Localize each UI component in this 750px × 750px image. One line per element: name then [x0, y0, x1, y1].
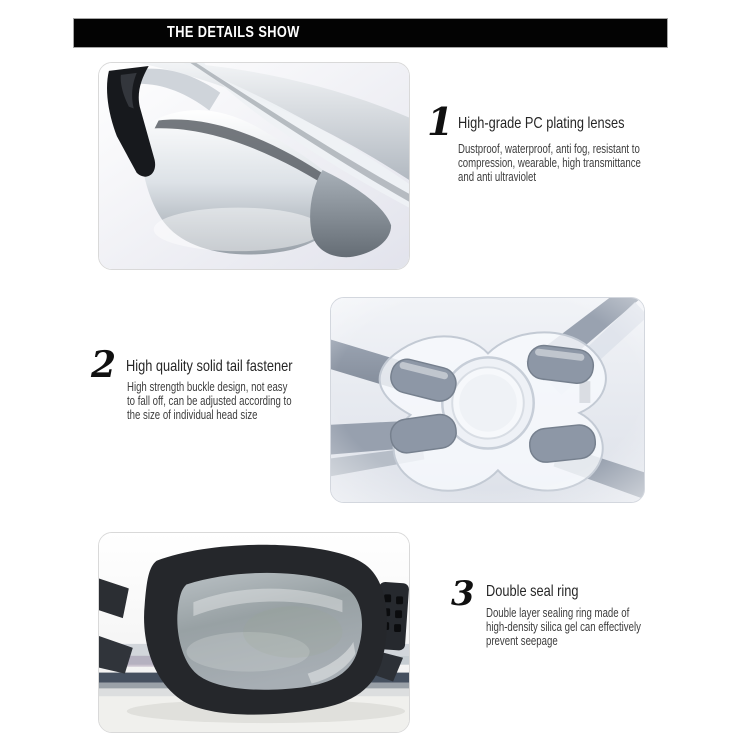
description-line: Double layer sealing ring made of: [486, 605, 630, 620]
tail-fastener-illustration: [331, 298, 644, 502]
description-line: compression, wearable, high transmittance: [458, 155, 641, 170]
description-line: the size of individual head size: [127, 407, 258, 422]
section-title-1: High-grade PC plating lenses: [458, 115, 625, 132]
description-line: Dustproof, waterproof, anti fog, resistant to: [458, 141, 640, 156]
lens-photo-card: [98, 62, 410, 270]
section-number-1: 1: [427, 99, 454, 144]
description-line: prevent seepage: [486, 633, 558, 648]
description-line: to fall off, can be adjusted according to: [127, 393, 292, 408]
section-number-3: 3: [451, 574, 475, 614]
description-line: High strength buckle design, not easy: [127, 379, 288, 394]
seal-ring-photo-card: [98, 532, 410, 733]
seal-ring-illustration: [99, 533, 409, 732]
section-description-1: [458, 142, 641, 184]
section-description-2: [127, 380, 292, 422]
fastener-photo-card: [330, 297, 645, 503]
section-description-3: [486, 606, 641, 648]
goggle-lens-plating-illustration: [99, 63, 409, 269]
description-line: high-density silica gel can effectively: [486, 619, 641, 634]
section-title-2: High quality solid tail fastener: [126, 358, 293, 375]
description-line: and anti ultraviolet: [458, 169, 537, 184]
banner-title: THE DETAILS SHOW: [167, 24, 300, 41]
section-title-3: Double seal ring: [486, 583, 579, 600]
section-number-2: 2: [91, 344, 117, 386]
details-banner: [73, 18, 668, 48]
